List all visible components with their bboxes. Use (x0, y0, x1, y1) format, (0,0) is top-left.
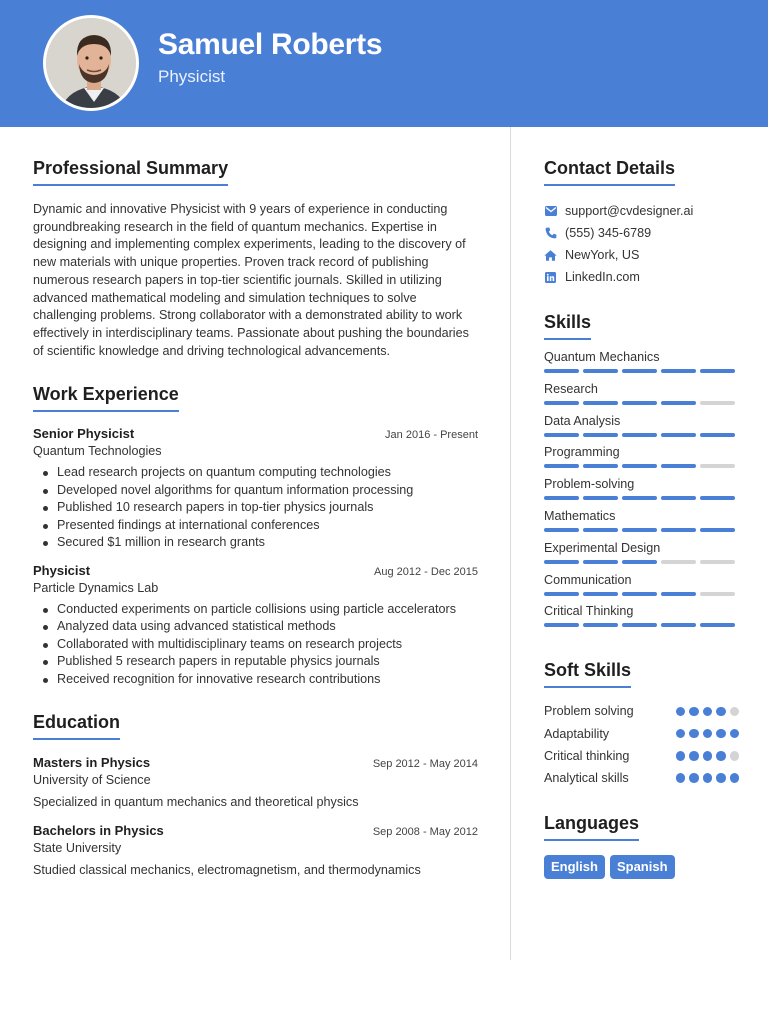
candidate-name: Samuel Roberts (158, 28, 383, 61)
education-description: Specialized in quantum mechanics and theoretical physics (33, 795, 359, 810)
skills-list (544, 350, 739, 636)
summary-heading: Professional Summary (33, 158, 228, 186)
bullet-item: Collaborated with multidisciplinary teams on research projects (33, 636, 478, 654)
rating-dot (676, 707, 686, 717)
bullet-item: Published 10 research papers in top-tier physics journals (33, 499, 478, 517)
experience-section (33, 384, 478, 688)
bullet-item: Secured $1 million in research grants (33, 534, 478, 552)
language-badge: English (544, 855, 605, 879)
home-icon (544, 249, 557, 262)
contact-phone[interactable] (544, 222, 739, 244)
rating-dot (730, 773, 740, 783)
skill-level-segment (700, 369, 735, 373)
contact-linkedin-text: LinkedIn.com (565, 270, 640, 284)
soft-skill-rating (676, 751, 740, 761)
summary-section (33, 158, 478, 360)
rating-dot (689, 751, 699, 761)
rating-dot (730, 729, 740, 739)
skill-level-segment (622, 433, 657, 437)
skill-level-bar (544, 560, 739, 564)
rating-dot (689, 707, 699, 717)
skill-item (544, 382, 739, 414)
skill-level-segment (583, 496, 618, 500)
rating-dot (703, 707, 713, 717)
skill-level-segment (544, 401, 579, 405)
skill-level-segment (622, 623, 657, 627)
skill-name: Mathematics (544, 508, 616, 523)
education-section (33, 712, 478, 877)
skill-level-segment (661, 464, 696, 468)
skill-level-segment (661, 401, 696, 405)
skill-level-segment (700, 560, 735, 564)
skill-level-segment (700, 528, 735, 532)
skill-level-segment (544, 496, 579, 500)
skill-level-segment (544, 560, 579, 564)
skill-level-segment (583, 592, 618, 596)
skill-item (544, 604, 739, 636)
skill-level-segment (661, 496, 696, 500)
skill-level-segment (544, 623, 579, 627)
languages-heading: Languages (544, 813, 639, 841)
degree-title: Masters in Physics (33, 755, 151, 771)
skill-name: Quantum Mechanics (544, 350, 660, 364)
skill-level-bar (544, 433, 739, 437)
languages-section (544, 813, 739, 879)
soft-skill-name: Critical thinking (544, 748, 630, 763)
skill-level-segment (583, 528, 618, 532)
contact-location (544, 244, 739, 266)
rating-dot (676, 773, 686, 783)
skill-level-segment (700, 592, 735, 596)
skill-level-segment (622, 464, 657, 468)
skills-section (544, 312, 739, 636)
soft-skill-item (544, 745, 739, 767)
skill-item (544, 477, 739, 509)
bullet-item: Received recognition for innovative research contributions (33, 671, 478, 689)
skill-level-segment (700, 496, 735, 500)
contact-heading: Contact Details (544, 158, 675, 186)
skill-level-segment (583, 560, 618, 564)
education-date: Sep 2012 - May 2014 (372, 758, 478, 771)
skill-name: Experimental Design (544, 540, 661, 555)
skill-item (544, 541, 739, 573)
skill-name: Communication (544, 572, 632, 587)
experience-heading: Work Experience (33, 384, 179, 412)
rating-dot (716, 729, 726, 739)
skill-level-segment (583, 401, 618, 405)
contact-section (544, 158, 739, 288)
soft-skill-item (544, 767, 739, 789)
bullet-item: Presented findings at international conferences (33, 517, 478, 535)
linkedin-icon (544, 271, 557, 284)
rating-dot (703, 773, 713, 783)
header-banner (0, 0, 768, 127)
soft-skill-rating (676, 729, 740, 739)
education-heading: Education (33, 712, 120, 740)
soft-skill-name: Adaptability (544, 726, 610, 741)
rating-dot (676, 751, 686, 761)
contact-email-text: support@cvdesigner.ai (565, 204, 694, 218)
skill-level-segment (544, 464, 579, 468)
education-entry (33, 823, 478, 877)
job-bullets (33, 601, 478, 689)
skill-level-bar (544, 623, 739, 627)
contact-email[interactable] (544, 200, 739, 222)
bullet-item: Analyzed data using advanced statistical methods (33, 618, 478, 636)
soft-skill-rating (676, 773, 740, 783)
skill-item (544, 445, 739, 477)
skill-level-segment (700, 464, 735, 468)
skill-level-segment (622, 592, 657, 596)
skill-level-segment (544, 369, 579, 373)
job-bullets (33, 464, 478, 552)
avatar (43, 15, 139, 111)
soft-skills-section (544, 660, 739, 789)
skill-item (544, 509, 739, 541)
soft-skill-item (544, 700, 739, 722)
skill-level-segment (622, 528, 657, 532)
skill-level-segment (661, 560, 696, 564)
skill-level-segment (622, 496, 657, 500)
skill-level-segment (544, 528, 579, 532)
main-column (33, 158, 478, 877)
rating-dot (716, 707, 726, 717)
skill-item (544, 573, 739, 605)
soft-skill-name: Problem solving (544, 704, 634, 719)
skill-name: Programming (544, 445, 620, 460)
phone-icon (544, 227, 557, 240)
skill-name: Problem-solving (544, 477, 635, 492)
education-entry (33, 755, 478, 809)
skill-level-segment (700, 623, 735, 627)
education-description: Studied classical mechanics, electromagnetism, and thermodynamics (33, 863, 421, 878)
summary-text: Dynamic and innovative Physicist with 9 years of experience in conducting groundbreaking research in the field of quantum mechanics. Expertise in designing and implementing complex experiments, leading to the discovery of new materials with unique properties. Proven track record of publishing numerous research papers in top-tier scientific journals. Skilled in utilizing advanced mathematical modeling and simulation techniques to solve challenging problems. Strong collaborator with a demonstrated ability to work effectively in interdisciplinary teams. Passionate about pushing the boundaries of scientific knowledge and driving technological advancements. (33, 202, 469, 358)
envelope-icon (544, 205, 557, 218)
degree-title: Bachelors in Physics (33, 823, 164, 839)
rating-dot (676, 729, 686, 739)
candidate-title: Physicist (158, 67, 226, 86)
skill-level-segment (622, 560, 657, 564)
contact-phone-text: (555) 345-6789 (565, 226, 652, 240)
contact-location-text: NewYork, US (565, 248, 640, 262)
school-name: University of Science (33, 773, 151, 788)
skill-level-bar (544, 528, 739, 532)
skill-name: Research (544, 381, 598, 396)
skill-item (544, 414, 739, 446)
skill-level-segment (661, 528, 696, 532)
school-name: State University (33, 841, 122, 856)
skill-level-bar (544, 592, 739, 596)
job-date: Jan 2016 - Present (385, 429, 478, 442)
bullet-item: Lead research projects on quantum computing technologies (33, 464, 478, 482)
rating-dot (716, 773, 726, 783)
contact-linkedin[interactable] (544, 266, 739, 288)
job-company: Quantum Technologies (33, 444, 162, 459)
rating-dot (703, 729, 713, 739)
skill-level-segment (661, 433, 696, 437)
education-date: Sep 2008 - May 2012 (372, 826, 478, 839)
skill-level-segment (700, 401, 735, 405)
skill-level-segment (622, 401, 657, 405)
skill-level-segment (544, 592, 579, 596)
rating-dot (716, 751, 726, 761)
rating-dot (689, 773, 699, 783)
job-company: Particle Dynamics Lab (33, 580, 159, 595)
skill-level-bar (544, 464, 739, 468)
skill-item (544, 350, 739, 382)
soft-skill-item (544, 722, 739, 744)
skill-level-segment (661, 369, 696, 373)
skill-level-segment (700, 433, 735, 437)
skill-level-segment (622, 369, 657, 373)
skill-level-bar (544, 369, 739, 373)
rating-dot (730, 707, 740, 717)
rating-dot (703, 751, 713, 761)
skill-level-segment (583, 433, 618, 437)
soft-skills-heading: Soft Skills (544, 660, 631, 688)
soft-skill-rating (676, 707, 740, 717)
job-entry (33, 426, 478, 552)
language-badge: Spanish (610, 855, 675, 879)
sidebar-column (544, 158, 739, 879)
bullet-item: Conducted experiments on particle collisions using particle accelerators (33, 601, 478, 619)
skill-level-segment (661, 623, 696, 627)
soft-skill-name: Analytical skills (544, 771, 629, 786)
skill-level-segment (544, 433, 579, 437)
job-entry (33, 563, 478, 689)
job-date: Aug 2012 - Dec 2015 (374, 565, 478, 578)
column-divider (510, 127, 511, 960)
skill-level-segment (583, 464, 618, 468)
skill-level-bar (544, 496, 739, 500)
skill-level-segment (583, 369, 618, 373)
skill-name: Critical Thinking (544, 604, 634, 619)
skills-heading: Skills (544, 312, 591, 340)
soft-skills-list (544, 700, 739, 789)
job-title: Physicist (33, 562, 91, 578)
skill-level-segment (661, 592, 696, 596)
skill-name: Data Analysis (544, 413, 621, 428)
skill-level-segment (583, 623, 618, 627)
job-title: Senior Physicist (33, 426, 135, 442)
rating-dot (730, 751, 740, 761)
languages-list (544, 855, 739, 879)
rating-dot (689, 729, 699, 739)
profile-photo (46, 18, 139, 111)
bullet-item: Published 5 research papers in reputable physics journals (33, 653, 478, 671)
bullet-item: Developed novel algorithms for quantum information processing (33, 482, 478, 500)
skill-level-bar (544, 401, 739, 405)
